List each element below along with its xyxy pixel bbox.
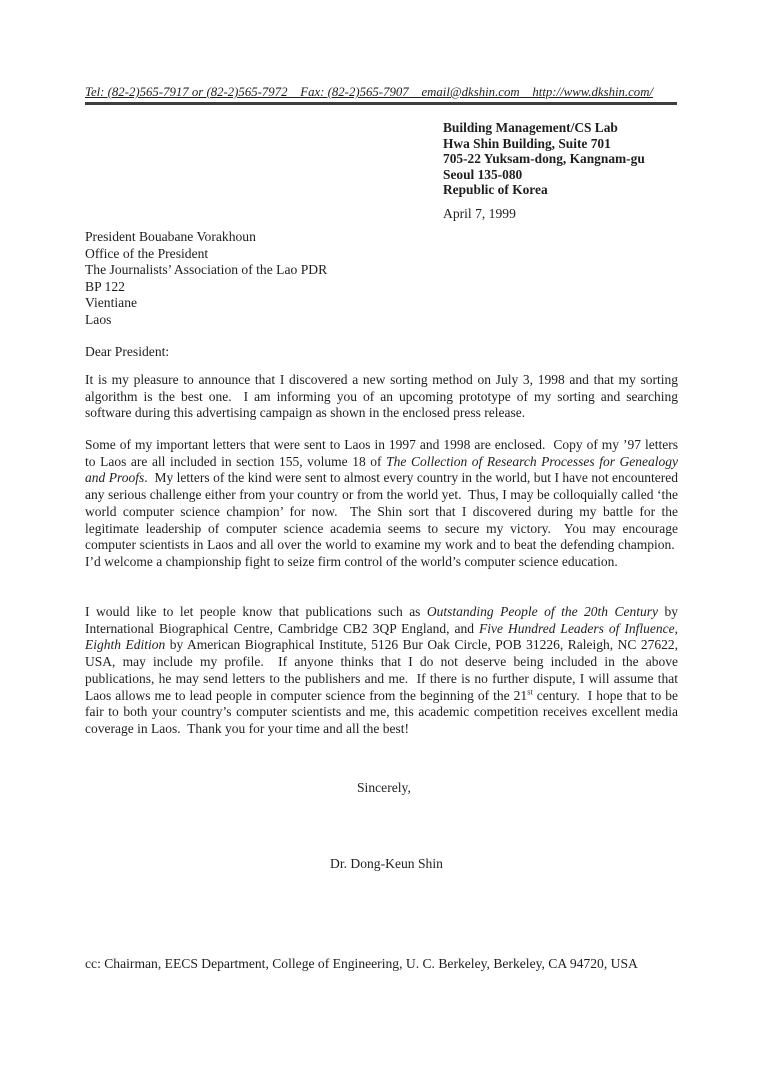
contact-header-rule (85, 85, 677, 105)
recipient-line: Office of the President (85, 245, 209, 261)
cc-line: cc: Chairman, EECS Department, College of Engineering, U. C. Berkeley, Berkeley, CA 94720, USA (85, 956, 638, 971)
salutation: Dear President: (85, 344, 170, 359)
recipient-line: President Bouabane Vorakhoun (85, 229, 256, 244)
sender-address-line: Building Management/CS Lab (443, 120, 618, 135)
date-line: April 7, 1999 (443, 206, 516, 221)
body-paragraph-2: Some of my important letters that were sent to Laos in 1997 and 1998 are enclosed. Copy of my ’97 letters to Laos are all included in section 155, volume 18 of The Collection of Research Processes for Genealogy and Proofs. My letters of the kind were sent to almost every country in the world, but I have not encountered any serious challenge either from your country or from the world yet. Thus, I may be colloquially called ‘the world computer science champion’ for now. The Shin sort that I discovered during my battle for the legitimate leadership of computer science academia seems to secure my victory. You may encourage computer scientists in Laos and all over the world to examine my work and to beat the defending champion. I’d welcome a championship fight to seize firm control of the world’s computer science education. (85, 437, 679, 569)
sender-address-line: Seoul 135-080 (443, 166, 523, 182)
recipient-line: The Journalists’ Association of the Lao PDR (85, 262, 328, 277)
closing: Sincerely, (357, 780, 411, 795)
sender-address-line: Hwa Shin Building, Suite 701 (443, 135, 611, 151)
recipient-line: Vientiane (85, 295, 138, 310)
sender-address (443, 120, 645, 198)
recipient-line: Laos (85, 311, 112, 327)
contact-line: Tel: (82-2)565-7917 or (82-2)565-7972 Fax: (82-2)565-7907 email@dkshin.com http://www.dkshin.com/ (85, 85, 654, 99)
sender-address-line: 705-22 Yuksam-dong, Kangnam-gu (443, 151, 645, 167)
signature-name: Dr. Dong-Keun Shin (330, 856, 443, 871)
recipient-address (85, 229, 327, 328)
body-paragraph-3: I would like to let people know that publications such as Outstanding People of the 20th Century by International Biographical Centre, Cambridge CB2 3QP England, and Five Hundred Leaders of Influence, Eighth Edition by American Biographical Institute, 5126 Bur Oak Circle, POB 31226, Raleigh, NC 27622, USA, may include my profile. If anyone thinks that I do not deserve being included in the above publications, he may send letters to the publishers and me. If there is no further dispute, I will assume that Laos allows me to lead people in computer science from the beginning of the 21st century. I hope that to be fair to both your country’s computer scientists and me, this academic competition receives excellent media coverage in Laos. Thank you for your time and all the best! (85, 604, 679, 736)
sender-address-line: Republic of Korea (443, 182, 548, 198)
body-paragraph-1: It is my pleasure to announce that I discovered a new sorting method on July 3, 1998 and that my sorting algorithm is the best one. I am informing you of an upcoming prototype of my sorting and searching software during this advertising campaign as shown in the enclosed press release. (85, 372, 678, 421)
recipient-line: BP 122 (85, 278, 125, 294)
